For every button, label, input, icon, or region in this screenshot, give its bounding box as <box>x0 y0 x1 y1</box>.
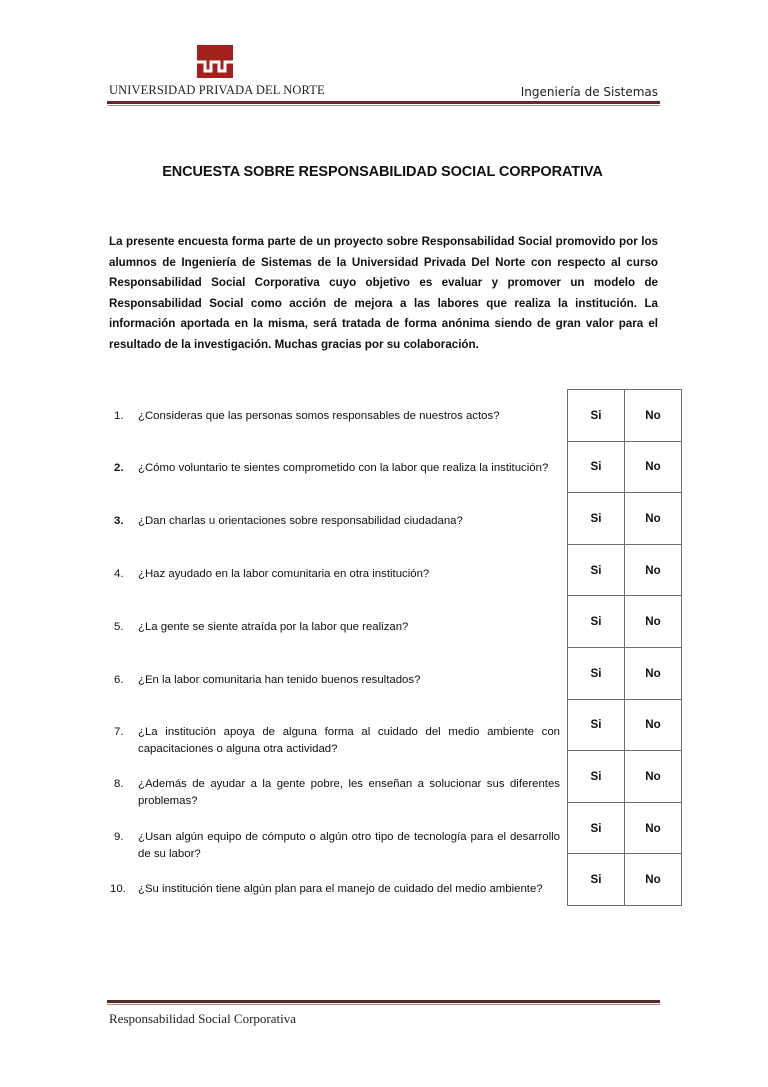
question-number: 6. <box>114 674 124 686</box>
question-text: ¿Usan algún equipo de cómputo o algún otro tipo de tecnología para el desarrollo de su labor? <box>138 831 560 860</box>
question-number: 1. <box>114 410 124 422</box>
question-text: ¿Dan charlas u orientaciones sobre responsabilidad ciudadana? <box>138 515 463 527</box>
question-item <box>110 672 560 689</box>
header-rule-thin <box>107 105 660 106</box>
question-text: ¿Consideras que las personas somos responsables de nuestros actos? <box>138 410 500 422</box>
answer-row <box>568 647 682 699</box>
page-title: ENCUESTA SOBRE RESPONSABILIDAD SOCIAL CORPORATIVA <box>162 164 603 180</box>
answer-row <box>568 441 682 493</box>
question-item <box>110 460 560 477</box>
question-number: 7. <box>114 726 124 738</box>
question-number: 4. <box>114 568 124 580</box>
question-number: 10. <box>110 883 126 895</box>
footer-rule-thin <box>107 1004 660 1005</box>
question-item <box>110 776 560 810</box>
question-item <box>110 829 560 863</box>
answer-no[interactable]: No <box>625 493 682 545</box>
question-number: 9. <box>114 831 124 843</box>
answer-no[interactable]: No <box>625 390 682 442</box>
answer-row <box>568 544 682 596</box>
question-number: 5. <box>114 621 124 633</box>
answer-yes[interactable]: Si <box>568 390 625 442</box>
answer-yes[interactable]: Si <box>568 699 625 751</box>
answer-row <box>568 854 682 906</box>
answer-row <box>568 390 682 442</box>
university-name: UNIVERSIDAD PRIVADA DEL NORTE <box>109 83 325 97</box>
answer-no[interactable]: No <box>625 647 682 699</box>
answer-yes[interactable]: Si <box>568 441 625 493</box>
question-text: ¿Cómo voluntario te sientes comprometido con la labor que realiza la institución? <box>138 462 549 474</box>
answer-row <box>568 802 682 854</box>
answer-row <box>568 699 682 751</box>
question-text: ¿La gente se siente atraída por la labor que realizan? <box>138 621 409 633</box>
question-text: ¿Además de ayudar a la gente pobre, les enseñan a solucionar sus diferentes problemas? <box>138 778 560 807</box>
question-number: 3. <box>114 515 124 527</box>
answer-table <box>567 389 682 906</box>
question-text: ¿Su institución tiene algún plan para el manejo de cuidado del medio ambiente? <box>138 883 543 895</box>
question-item <box>110 724 560 758</box>
answer-no[interactable]: No <box>625 544 682 596</box>
answer-no[interactable]: No <box>625 596 682 648</box>
university-logo-icon <box>197 45 233 78</box>
answer-yes[interactable]: Si <box>568 493 625 545</box>
question-text: ¿Haz ayudado en la labor comunitaria en otra institución? <box>138 568 430 580</box>
question-number: 8. <box>114 778 124 790</box>
question-number: 2. <box>114 462 124 474</box>
answer-no[interactable]: No <box>625 802 682 854</box>
answer-yes[interactable]: Si <box>568 596 625 648</box>
answer-yes[interactable]: Si <box>568 802 625 854</box>
answer-no[interactable]: No <box>625 699 682 751</box>
footer-rule <box>107 1000 660 1003</box>
question-text: ¿En la labor comunitaria han tenido buenos resultados? <box>138 674 421 686</box>
header-rule <box>107 101 660 104</box>
answer-row <box>568 751 682 803</box>
answer-yes[interactable]: Si <box>568 647 625 699</box>
footer-text: Responsabilidad Social Corporativa <box>109 1011 297 1026</box>
answer-yes[interactable]: Si <box>568 544 625 596</box>
answer-yes[interactable]: Si <box>568 751 625 803</box>
question-text: ¿La institución apoya de alguna forma al cuidado del medio ambiente con capacitaciones o alguna otra actividad? <box>138 726 560 755</box>
answer-no[interactable]: No <box>625 751 682 803</box>
answer-row <box>568 493 682 545</box>
department-label: Ingeniería de Sistemas <box>520 85 658 99</box>
question-item <box>110 513 560 530</box>
intro-paragraph: La presente encuesta forma parte de un proyecto sobre Responsabilidad Social promovido por los alumnos de Ingeniería de Sistemas de la Universidad Privada Del Norte con respecto al curso Responsabilidad Social Corporativa cuyo objetivo es evaluar y promover un modelo de Responsabilidad Social como acción de mejora a las labores que realiza la institución. La información aportada en la misma, será tratada de forma anónima siendo de gran valor para el resultado de la investigación. Muchas gracias por su colaboración. <box>109 235 658 351</box>
answer-row <box>568 596 682 648</box>
question-item <box>110 619 560 636</box>
question-item <box>110 408 560 425</box>
question-item <box>110 881 560 898</box>
answer-no[interactable]: No <box>625 854 682 906</box>
question-item <box>110 566 560 583</box>
answer-yes[interactable]: Si <box>568 854 625 906</box>
answer-no[interactable]: No <box>625 441 682 493</box>
